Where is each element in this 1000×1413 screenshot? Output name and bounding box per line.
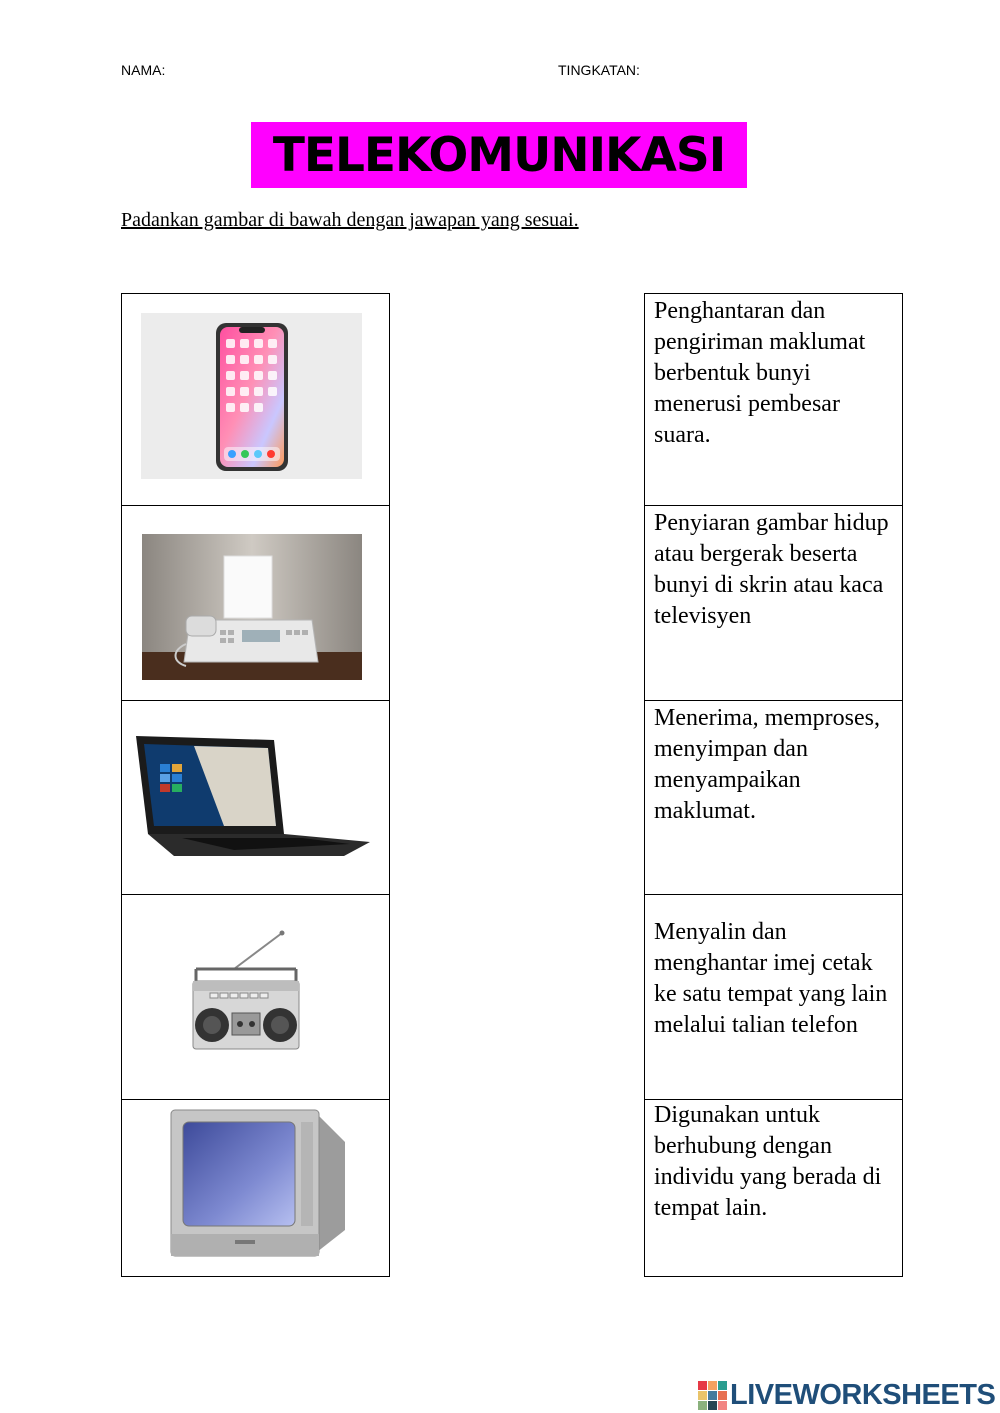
radio-cassette-icon — [190, 927, 302, 1051]
instruction-text: Padankan gambar di bawah dengan jawapan yang sesuai. — [121, 209, 579, 231]
logo-square — [718, 1401, 727, 1410]
answer-cell-4[interactable] — [644, 894, 903, 1100]
title-banner — [251, 122, 747, 188]
name-label: NAMA: — [121, 62, 166, 78]
logo-square — [708, 1381, 717, 1390]
picture-cell-4[interactable] — [121, 894, 390, 1100]
answer-cell-5[interactable] — [644, 1099, 903, 1277]
answer-cell-3[interactable] — [644, 700, 903, 895]
answer-text-1: Penghantaran dan pengiriman maklumat berbentuk bunyi menerusi pembesar suara. — [654, 298, 866, 448]
fax-machine-icon — [142, 534, 362, 680]
logo-grid-icon — [698, 1381, 727, 1410]
logo-square — [718, 1381, 727, 1390]
answer-cell-1[interactable] — [644, 293, 903, 506]
logo-square — [698, 1381, 707, 1390]
form-label: TINGKATAN: — [558, 62, 640, 78]
picture-cell-2[interactable] — [121, 505, 390, 701]
smartphone-icon — [141, 313, 362, 479]
answer-text-3: Menerima, memproses, menyimpan dan menyampaikan maklumat. — [654, 705, 880, 824]
logo-square — [708, 1401, 717, 1410]
logo-square — [698, 1401, 707, 1410]
answer-cell-2[interactable] — [644, 505, 903, 701]
answer-text-5: Digunakan untuk berhubung dengan individu yang berada di tempat lain. — [654, 1102, 882, 1221]
picture-cell-3[interactable] — [121, 700, 390, 895]
logo-square — [698, 1391, 707, 1400]
page-title: TELEKOMUNIKASI — [272, 127, 726, 183]
answer-text-4: Menyalin dan menghantar imej cetak ke satu tempat yang lain melalui talian telefon — [654, 919, 888, 1038]
picture-cell-5[interactable] — [121, 1099, 390, 1277]
picture-cell-1[interactable] — [121, 293, 390, 506]
watermark-text: LIVEWORKSHEETS — [730, 1379, 996, 1411]
television-icon — [169, 1102, 351, 1264]
logo-square — [708, 1391, 717, 1400]
laptop-icon — [134, 734, 372, 859]
logo-square — [718, 1391, 727, 1400]
answer-text-2: Penyiaran gambar hidup atau bergerak beserta bunyi di skrin atau kaca televisyen — [654, 510, 889, 629]
liveworksheets-logo — [698, 1379, 995, 1412]
